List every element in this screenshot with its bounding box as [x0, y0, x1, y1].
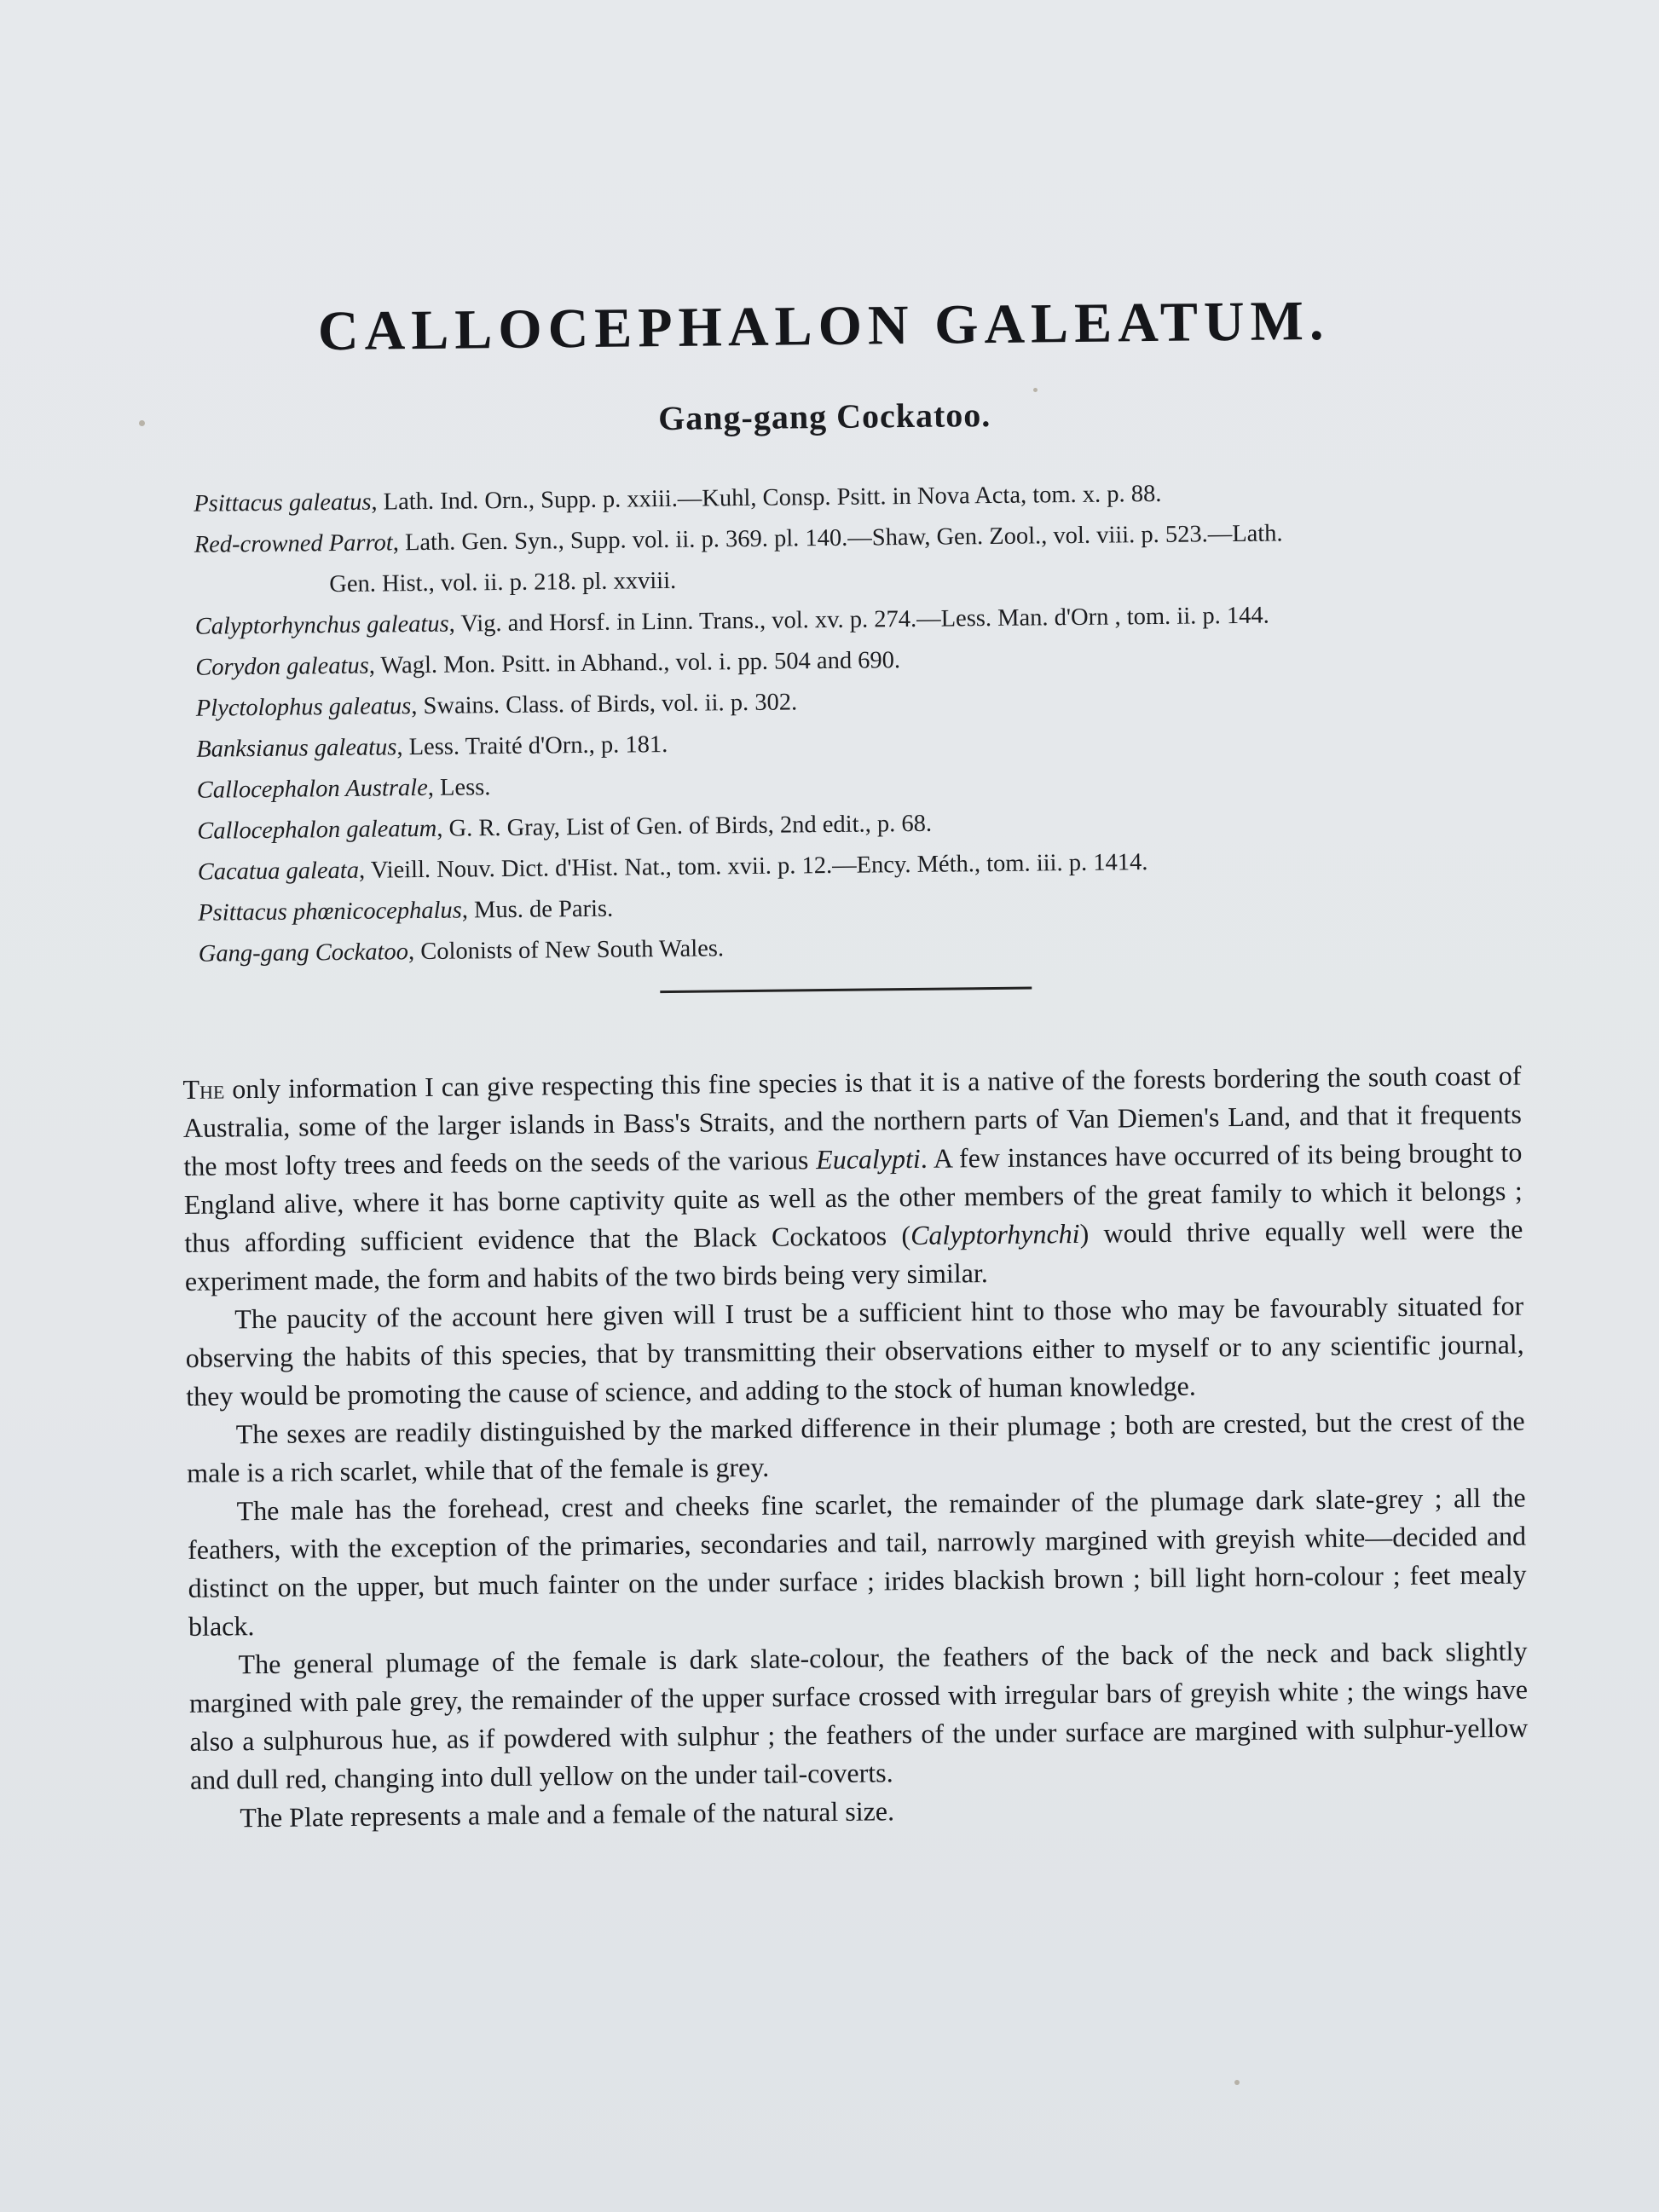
- synonym-name: Plyctolophus galeatus: [195, 693, 412, 722]
- synonym-reference: , Lath. Gen. Syn., Supp. vol. ii. p. 369. pl. 140.—Shaw, Gen. Zool., vol. viii. p. 523.—Lath.: [392, 520, 1283, 557]
- synonym-reference: , Wagl. Mon. Psitt. in Abhand., vol. i. pp. 504 and 690.: [368, 647, 901, 679]
- page-subtitle: Gang-gang Cockatoo.: [657, 395, 991, 438]
- synonym-reference: Gen. Hist., vol. ii. p. 218. pl. xxviii.: [329, 567, 677, 598]
- synonym-name: Corydon galeatus: [195, 652, 369, 681]
- synonym-reference: , Colonists of New South Wales.: [408, 935, 725, 966]
- synonym-reference: , Lath. Ind. Orn., Supp. p. xxiii.—Kuhl, Consp. Psitt. in Nova Acta, tom. x. p. 88.: [371, 480, 1162, 516]
- synonym-name: Red-crowned Parrot: [194, 529, 393, 558]
- synonym-name: Gang-gang Cockatoo: [198, 939, 409, 967]
- description-text: [182, 1057, 1529, 1838]
- synonym-name: Calyptorhynchus galeatus: [194, 610, 449, 640]
- synonym-name: Callocephalon Australe: [196, 774, 428, 804]
- synonym-name: Psittacus galeatus: [194, 488, 372, 517]
- synonym-reference: , Vieill. Nouv. Dict. d'Hist. Nat., tom. xvii. p. 12.—Ency. Méth., tom. iii. p. 1414.: [358, 849, 1148, 884]
- synonym-name: Callocephalon galeatum: [197, 815, 437, 845]
- paragraph-appeal: The paucity of the account here given will I trust be a sufficient hint to those who may be favourably situated for observing the habits of this species, that by transmitting their observations either to myself or to any scientific journal, they would be promoting the cause of science, and adding to the stock of human knowledge.: [185, 1290, 1524, 1412]
- synonymy-list: [194, 470, 1529, 974]
- synonym-reference: , Vig. and Horsf. in Linn. Trans., vol. xv. p. 274.—Less. Man. d'Orn , tom. ii. p. 144.: [448, 602, 1269, 638]
- lead-word: The: [182, 1073, 225, 1105]
- synonym-name: Cacatua galeata: [197, 857, 360, 886]
- paragraph-text: . A few instances have occurred of its being brought to England alive, where it has borne captivity quite as well as the other members of the great family to which it belongs ; thus affording sufficient evidence that the Black Cockatoos (: [183, 1136, 1523, 1258]
- paragraph-sexes: The sexes are readily distinguished by the marked difference in their plumage ; both are crested, but the crest of the male is a rich scarlet, while that of the female is grey.: [186, 1405, 1525, 1488]
- synonym-reference: , Less. Traité d'Orn., p. 181.: [396, 731, 668, 761]
- synonym-reference: , G. R. Gray, List of Gen. of Birds, 2nd edit., p. 68.: [436, 810, 933, 842]
- page-title: CALLOCEPHALON GALEATUM.: [317, 289, 1330, 363]
- paragraph-distribution: [182, 1057, 1523, 1301]
- genus-name: Calyptorhynchi: [910, 1217, 1080, 1251]
- paragraph-plate: The Plate represents a male and a female of the natural size.: [240, 1795, 895, 1834]
- paragraph-text: ) would thrive equally well were the experiment made, the form and habits of the two birds being very similar.: [184, 1213, 1523, 1297]
- genus-name: Eucalypti: [815, 1142, 921, 1175]
- synonym-name: Psittacus phœnicocephalus: [198, 897, 462, 927]
- section-divider: [660, 987, 1032, 994]
- synonym-reference: , Swains. Class. of Birds, vol. ii. p. 302.: [411, 689, 798, 720]
- paragraph-text: only information I can give respecting this fine species is that it is a native of the forests bordering the south coast of Australia, some of the larger islands in Bass's Straits, and the northern parts of Van Diemen's Land, and that it frequents the most lofty trees and feeds on the seeds of the various: [182, 1060, 1523, 1181]
- synonym-reference: , Mus. de Paris.: [461, 895, 614, 924]
- paragraph-female: The general plumage of the female is dark slate-colour, the feathers of the back of the neck and back slightly margined with pale grey, the remainder of the upper surface crossed with irregular bars of greyish white ; the wings have also a sulphurous hue, as if powdered with sulphur ; the feathers of the under surface are margined with sulphur-yellow and dull red, changing into dull yellow on the under tail-coverts.: [188, 1635, 1529, 1795]
- synonym-reference: , Less.: [427, 774, 491, 801]
- synonym-name: Banksianus galeatus: [196, 734, 397, 763]
- paragraph-male: The male has the forehead, crest and cheeks fine scarlet, the remainder of the plumage dark slate-grey ; all the feathers, with the exception of the primaries, secondaries and tail, narrowly margined with greyish white—decided and distinct on the upper, but much fainter on the under surface ; irides blackish brown ; bill light horn-colour ; feet mealy black.: [187, 1481, 1527, 1642]
